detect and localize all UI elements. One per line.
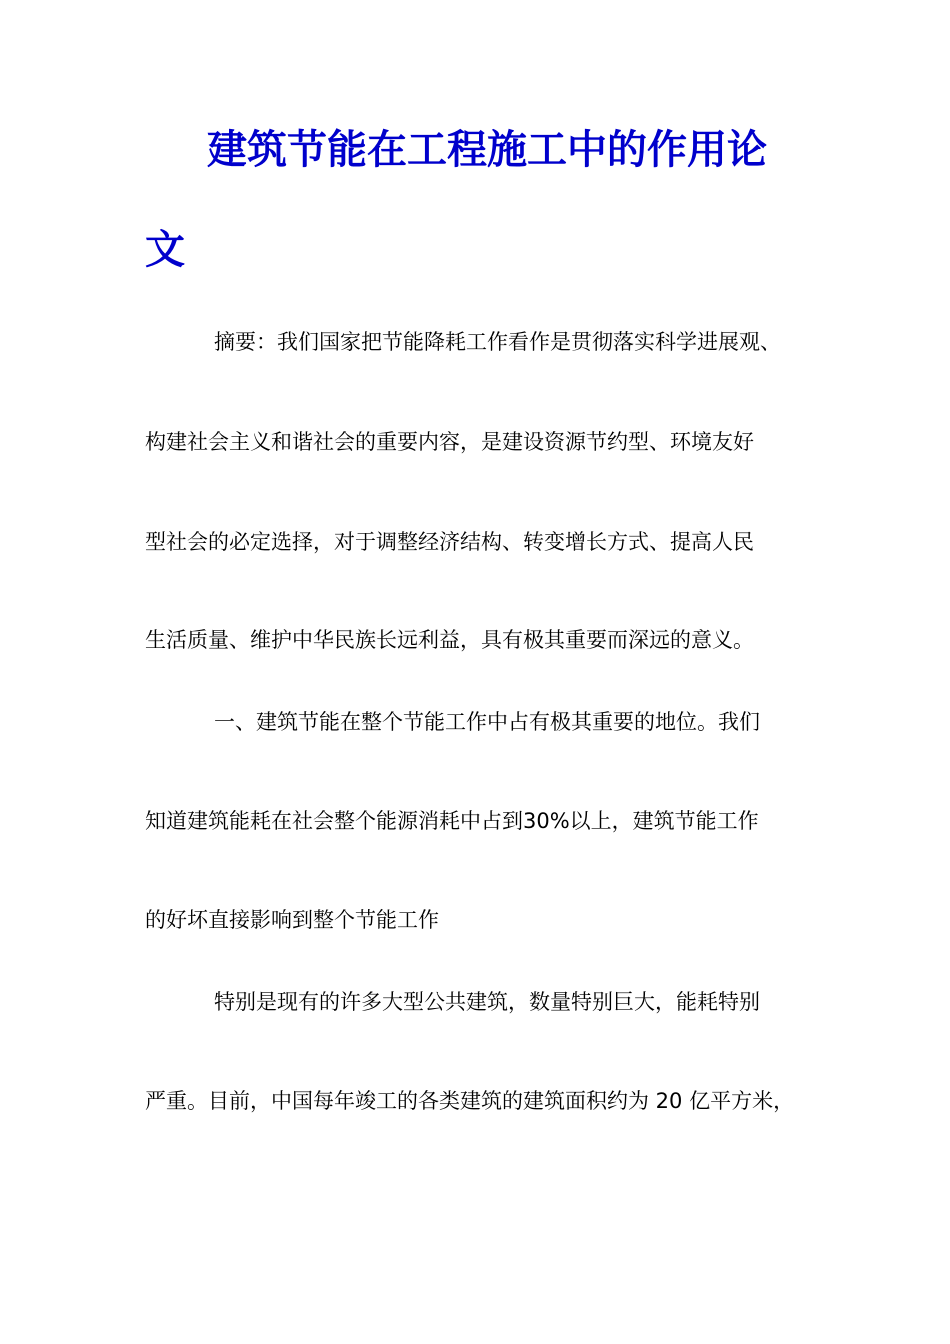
paragraph-section2-line-1: 特别是现有的许多大型公共建筑，数量特别巨大，能耗特别: [214, 990, 760, 1014]
paragraph-abstract-line-3: 型社会的必定选择，对于调整经济结构、转变增长方式、提高人民: [145, 530, 754, 554]
paragraph-abstract-line-1: 摘要：我们国家把节能降耗工作看作是贯彻落实科学进展观、: [214, 330, 781, 354]
paragraph-section1-line-2: 知道建筑能耗在社会整个能源消耗中占到30%以上，建筑节能工作: [145, 809, 759, 833]
paragraph-section1-line-1: 一、建筑节能在整个节能工作中占有极其重要的地位。我们: [214, 710, 760, 734]
document-title-line-1: 建筑节能在工程施工中的作用论: [207, 126, 767, 173]
paragraph-section2-line-2: 严重。目前，中国每年竣工的各类建筑的建筑面积约为 20 亿平方米，: [145, 1089, 795, 1113]
paragraph-abstract-line-2: 构建社会主义和谐社会的重要内容，是建设资源节约型、环境友好: [145, 430, 754, 454]
paragraph-section1-line-3: 的好坏直接影响到整个节能工作: [145, 908, 439, 932]
document-title-line-2: 文: [145, 226, 185, 273]
paragraph-abstract-line-4: 生活质量、维护中华民族长远利益，具有极其重要而深远的意义。: [145, 628, 754, 652]
